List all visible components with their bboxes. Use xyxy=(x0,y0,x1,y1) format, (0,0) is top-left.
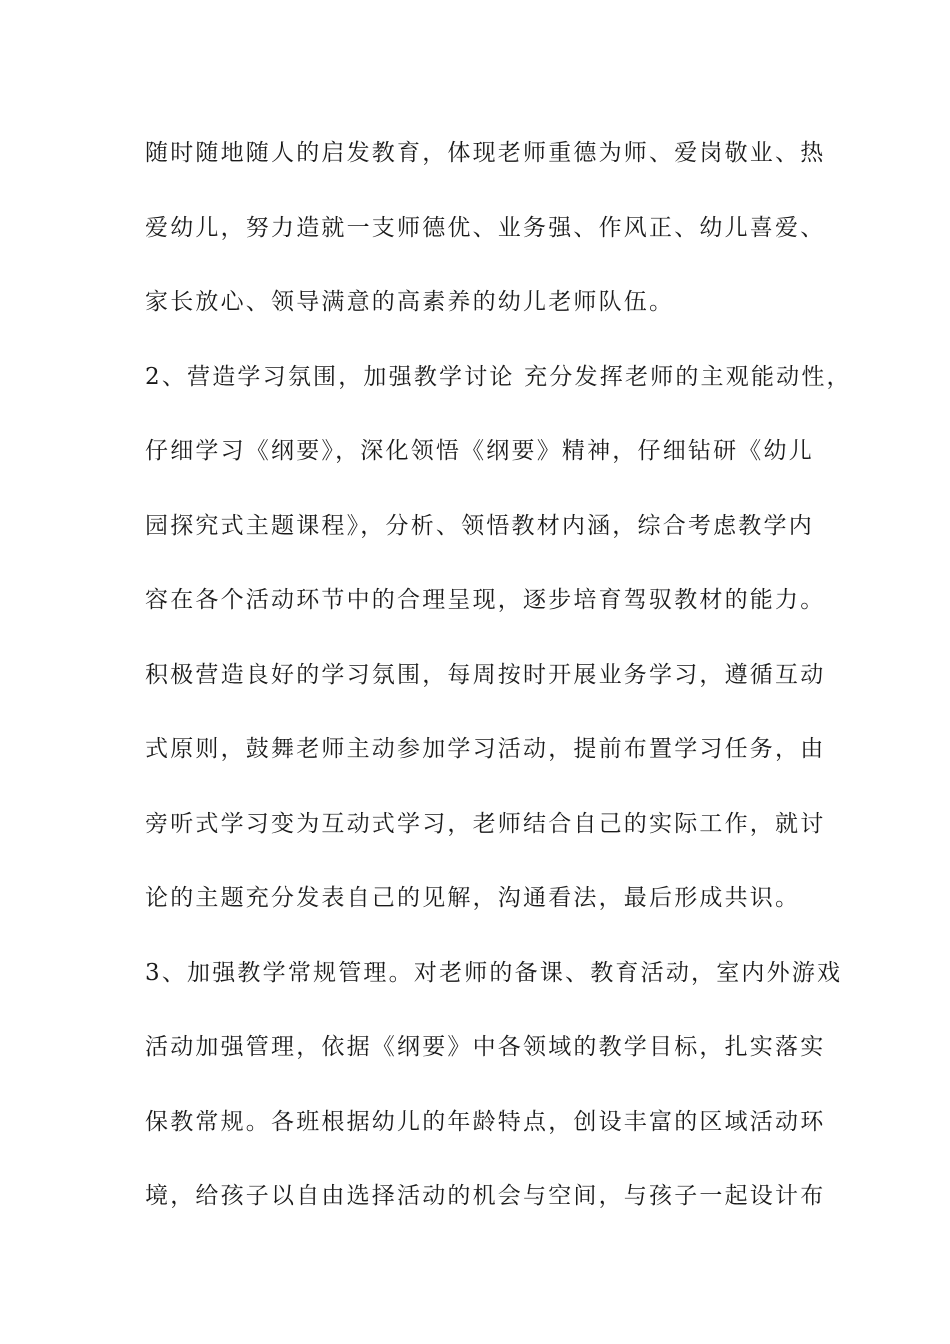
text-line: 爱幼儿，努力造就一支师德优、业务强、作风正、幼儿喜爱、 xyxy=(145,214,826,241)
body-text xyxy=(145,132,852,1250)
text-line: 积极营造良好的学习氛围，每周按时开展业务学习，遵循互动 xyxy=(145,661,826,688)
text-line: 活动加强管理，依据《纲要》中各领域的教学目标，扎实落实 xyxy=(145,1034,826,1060)
text-line: 论的主题充分发表自己的见解，沟通看法，最后形成共识。 xyxy=(145,885,801,911)
text-line: 园探究式主题课程》，分析、领悟教材内涵，综合考虑教学内 xyxy=(145,512,814,539)
text-line: 容在各个活动环节中的合理呈现，逐步培育驾驭教材的能力。 xyxy=(145,587,826,613)
text-line: 家长放心、领导满意的高素养的幼儿老师队伍。 xyxy=(145,289,675,315)
text-line: 2、营造学习氛围，加强教学讨论 充分发挥老师的主观能动性， xyxy=(145,363,852,390)
text-line: 境，给孩子以自由选择活动的机会与空间，与孩子一起设计布 xyxy=(145,1183,826,1209)
text-line: 式原则，鼓舞老师主动参加学习活动，提前布置学习任务，由 xyxy=(145,736,826,762)
text-line: 随时随地随人的启发教育，体现老师重德为师、爱岗敬业、热 xyxy=(145,140,826,166)
text-line: 仔细学习《纲要》，深化领悟《纲要》精神，仔细钻研《幼儿 xyxy=(145,438,814,464)
text-line: 旁听式学习变为互动式学习，老师结合自己的实际工作，就讨 xyxy=(145,810,826,837)
text-line: 保教常规。各班根据幼儿的年龄特点，创设丰富的区域活动环 xyxy=(145,1108,826,1135)
text-line: 3、加强教学常规管理。对老师的备课、教育活动，室内外游戏 xyxy=(145,959,843,986)
